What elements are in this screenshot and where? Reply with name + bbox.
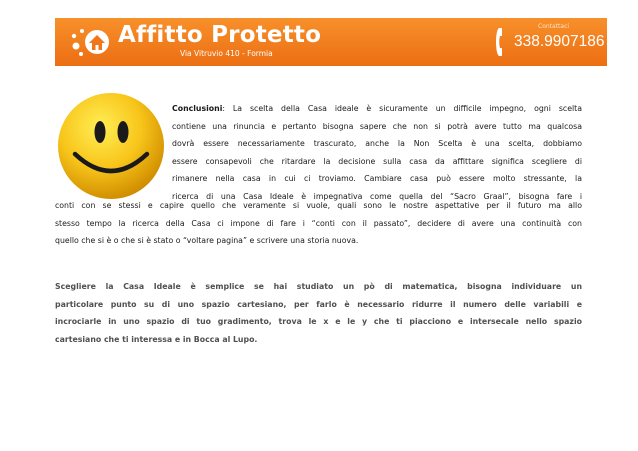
math-line: Scegliere la Casa Ideale è semplice se hai studiato un pò di matematica, bisogna individuare un [55, 282, 582, 291]
math-line: cartesiano che ti interessa e in Bocca al Lupo. [55, 334, 258, 344]
conclusion-line: ricerca di una Casa Ideale è impegnativa come quella del “Sacro Graal”, bisogna fare i [172, 191, 582, 201]
conclusion-continuation [55, 197, 582, 250]
conclusion-keyword: Conclusioni [172, 104, 223, 113]
conclusion-paragraph [172, 100, 582, 205]
continuation-line: quello che si è o che si è stato o “voltare pagina” e scrivere una storia nuova. [55, 236, 359, 245]
conclusion-line: dovrà essere necessariamente trascurato, anche la Non Scelta è una scelta, dobbiamo [172, 139, 582, 148]
conclusion-line: : La scelta della Casa ideale è sicuramente un difficile impegno, ogni scelta [222, 104, 582, 113]
math-paragraph [55, 278, 582, 348]
continuation-line: conti con se stessi e capire quello che veramente si vuole, quali sono le nostre aspettative per il futuro ma allo [55, 201, 582, 210]
house-logo-icon [70, 26, 110, 58]
math-line: particolare punto su di uno spazio cartesiano, per farlo è necessario ridurre il numero delle variabili e [55, 299, 582, 309]
phone-icon [494, 27, 508, 57]
continuation-line: stesso tempo la ricerca della Casa ci impone di fare i “conti con il passato”, decidere di avere una continuità con [55, 218, 582, 228]
smiley-face-icon [55, 90, 167, 202]
brand-name: Affitto Protetto [118, 22, 322, 48]
math-line: incrociarle in uno spazio di tuo gradimento, trova le x e le y che ti piacciono e intersecale nello spazio [55, 317, 582, 326]
phone-number[interactable]: 338.9907186 [514, 33, 605, 50]
conclusion-line: rimanere nella casa in cui ci troviamo. Cambiare casa può essere molto stressante, la [172, 174, 582, 183]
conclusion-line: contiene una rinuncia e pertanto bisogna sapere che non si potrà avere tutto ma qualcosa [172, 121, 582, 131]
brand-address: Via Vitruvio 410 - Formia [180, 49, 273, 58]
conclusion-line: essere consapevoli che ritardare la decisione sulla casa da affittare significa scegliere di [172, 156, 582, 166]
contact-label: Contattaci [538, 23, 570, 30]
